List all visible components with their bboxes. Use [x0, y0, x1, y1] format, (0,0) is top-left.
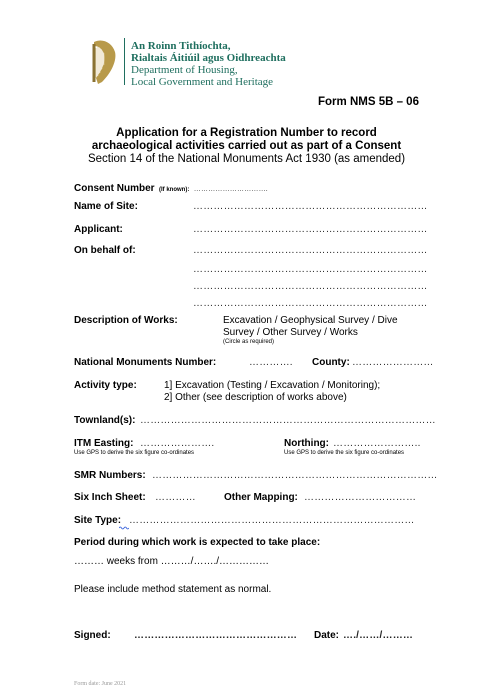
form-date-footer: Form date: June 2021 [74, 681, 127, 687]
townland-field[interactable]: …………………………………………………………………………… [140, 415, 436, 426]
site-type-field[interactable]: ………………………………………………………………………… [129, 515, 415, 526]
nmn-field[interactable]: …………. [249, 357, 293, 368]
form-number: Form NMS 5B – 06 [318, 96, 419, 108]
site-type-label: Site Type: [74, 515, 122, 526]
consent-number-field[interactable] [74, 178, 268, 196]
townland-label: Townland(s): [74, 415, 136, 426]
description-label: Description of Works: [74, 315, 178, 326]
smr-numbers-field[interactable]: ………………………………………………………………………… [152, 470, 438, 481]
itm-easting-label: ITM Easting: [74, 438, 134, 449]
applicant-label: Applicant: [74, 224, 123, 235]
form-title-line2: archaeological activities carried out as part of a Consent [91, 140, 402, 152]
method-statement-note: Please include method statement as normal. [74, 584, 272, 595]
nmn-label: National Monuments Number: [74, 357, 217, 368]
consent-number-dots: …………………………. [193, 186, 268, 193]
description-options-line2[interactable]: Survey / Other Survey / Works [223, 327, 358, 338]
logo-divider [124, 38, 125, 85]
form-title-line1: Application for a Registration Number to record [116, 127, 377, 139]
consent-number-label: Consent Number [74, 183, 155, 194]
applicant-field[interactable]: …………………………………………………………… [193, 224, 428, 235]
on-behalf-field-line3[interactable]: …………………………………………………………… [193, 281, 428, 292]
activity-option-excavation[interactable]: 1] Excavation (Testing / Excavation / Monitoring); [164, 380, 381, 391]
org-name-irish-1: An Roinn Tithíochta, [131, 40, 231, 52]
activity-option-other[interactable]: 2] Other (see description of works above) [164, 392, 347, 403]
northing-note: Use GPS to derive the six figure co-ordinates [284, 450, 405, 456]
org-name-irish-2: Rialtais Áitiúil agus Oidhreachta [131, 52, 286, 64]
northing-field[interactable]: …………………….. [333, 438, 421, 449]
northing-label: Northing: [284, 438, 329, 449]
org-name-english-2: Local Government and Heritage [131, 76, 274, 88]
six-inch-sheet-label: Six Inch Sheet: [74, 492, 146, 503]
org-name-english-1: Department of Housing, [131, 64, 238, 76]
consent-number-note: (If known): [159, 187, 190, 193]
signature-field[interactable]: ………………………………………… [134, 630, 298, 641]
harp-icon [88, 38, 118, 86]
activity-type-label: Activity type: [74, 380, 137, 391]
on-behalf-field-line1[interactable]: …………………………………………………………… [193, 245, 428, 256]
smr-numbers-label: SMR Numbers: [74, 470, 146, 481]
itm-easting-field[interactable]: …………………. [140, 438, 215, 449]
description-note: (Circle as required) [223, 339, 275, 345]
name-of-site-label: Name of Site: [74, 201, 138, 212]
six-inch-sheet-field[interactable]: ………… [155, 492, 196, 503]
on-behalf-label: On behalf of: [74, 245, 136, 256]
description-options-line1[interactable]: Excavation / Geophysical Survey / Dive [223, 315, 398, 326]
on-behalf-field-line2[interactable]: …………………………………………………………… [193, 264, 428, 275]
other-mapping-label: Other Mapping: [224, 492, 298, 503]
period-weeks-field[interactable]: ……… weeks from ………/……./…………… [74, 556, 270, 567]
form-subtitle: Section 14 of the National Monuments Act 1930 (as amended) [87, 153, 406, 165]
county-label: County: [312, 357, 350, 368]
county-field[interactable]: …………………… [352, 357, 434, 368]
other-mapping-field[interactable]: …………………………… [304, 492, 417, 503]
period-label: Period during which work is expected to take place: [74, 537, 321, 548]
signed-label: Signed: [74, 630, 111, 641]
name-of-site-field[interactable]: …………………………………………………………… [193, 201, 428, 212]
on-behalf-field-line4[interactable]: …………………………………………………………… [193, 298, 428, 309]
date-label: Date: [314, 630, 340, 641]
itm-easting-note: Use GPS to derive the six figure co-ordinates [74, 450, 195, 456]
date-field[interactable]: …./……/……… [343, 630, 414, 641]
spellcheck-squiggle [119, 526, 129, 530]
